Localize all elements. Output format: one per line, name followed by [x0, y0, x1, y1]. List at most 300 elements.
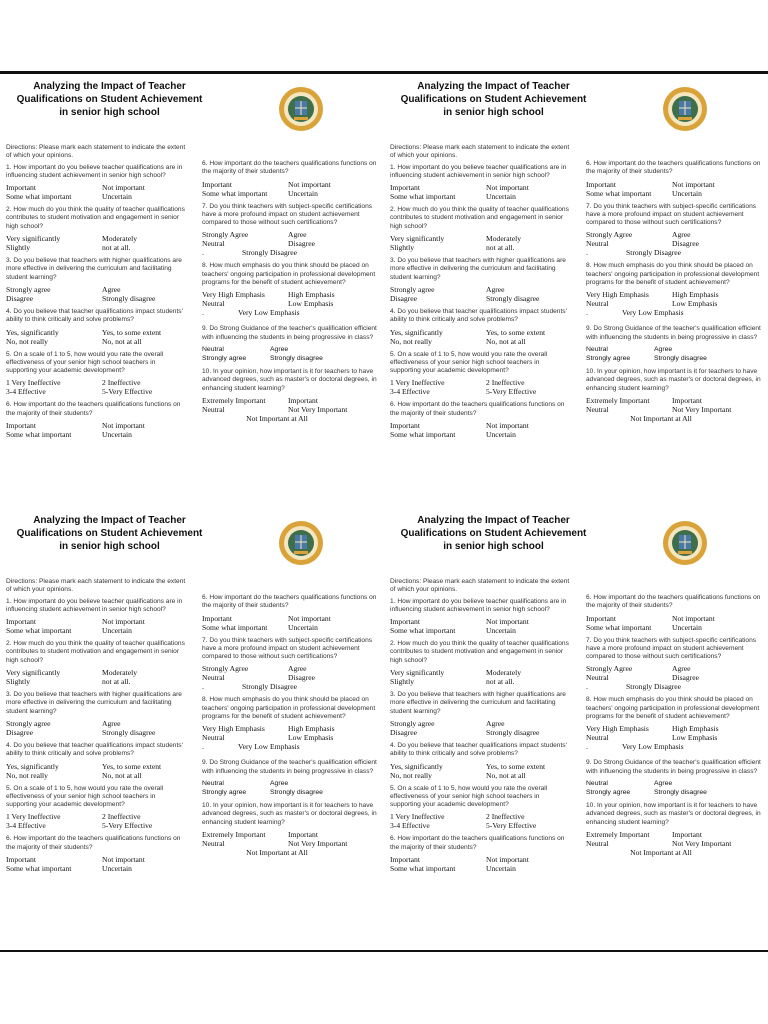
option[interactable]: Very significantly — [390, 234, 445, 244]
question-6: 6. How important do the teachers qualifications functions on the majority of their students? — [586, 160, 761, 176]
option[interactable]: Important — [6, 421, 36, 431]
question-2: 2. How much do you think the quality of teacher qualifications contributes to student motivation and engagement in senior high school? — [6, 640, 185, 664]
question-9-options — [586, 345, 762, 363]
option[interactable]: not at all. — [486, 243, 515, 253]
question-4: 4. Do you believe that teacher qualifications impact students' ability to think critically and solve problems? — [6, 307, 183, 324]
option[interactable]: Very significantly — [6, 234, 61, 244]
option[interactable]: Yes, to some extent — [486, 327, 546, 337]
option[interactable]: Neutral — [586, 239, 609, 249]
option[interactable]: Agree — [270, 779, 289, 787]
option[interactable]: Uncertain — [102, 626, 132, 636]
option[interactable]: High Emphasis — [288, 290, 335, 300]
option[interactable]: 2 Ineffective — [486, 378, 525, 388]
option-marker: . — [202, 308, 204, 318]
right-column — [202, 160, 378, 428]
option[interactable]: Strongly agree — [202, 354, 247, 362]
option-marker: . — [586, 308, 588, 318]
option[interactable]: Low Emphasis — [672, 299, 718, 309]
option[interactable]: Some what important — [390, 626, 456, 636]
school-seal-icon — [662, 86, 708, 132]
option[interactable]: Agree — [654, 779, 673, 787]
option[interactable]: Not Very Important — [288, 838, 348, 848]
option[interactable]: Yes, significantly — [390, 761, 443, 771]
option[interactable]: Very High Emphasis — [202, 290, 265, 300]
option[interactable]: Neutral — [586, 673, 609, 683]
option[interactable]: Strongly agree — [202, 788, 247, 796]
question-10-options — [586, 830, 762, 857]
question-2-options — [6, 234, 186, 252]
option[interactable]: not at all. — [486, 677, 515, 687]
option[interactable]: 3-4 Effective — [6, 821, 46, 831]
question-6-repeat-options — [390, 855, 570, 873]
option[interactable]: Strongly Disagree — [242, 682, 298, 692]
option[interactable]: Important — [6, 183, 36, 193]
option[interactable]: Disagree — [672, 239, 699, 249]
school-seal-icon — [662, 520, 708, 566]
option[interactable]: Strongly agree — [390, 718, 435, 728]
option[interactable]: Strongly disagree — [102, 293, 156, 303]
option[interactable]: Disagree — [288, 673, 315, 683]
option[interactable]: Some what important — [202, 188, 268, 198]
option[interactable]: Uncertain — [102, 192, 132, 202]
option[interactable]: Neutral — [202, 673, 225, 683]
option[interactable]: Agree — [486, 284, 505, 294]
question-6-repeat-options — [6, 421, 186, 439]
question-9: 9. Do Strong Guidance of the teacher's qualification efficient with influencing the students in being progressive in class? — [202, 325, 377, 341]
option[interactable]: 1 Very Ineffective — [390, 812, 445, 822]
option[interactable]: Low Emphasis — [288, 299, 334, 309]
question-1: 1. How important do you believe teacher qualifications are in influencing student achievement in senior high school? — [6, 597, 183, 613]
option-marker: . — [586, 742, 588, 752]
option[interactable]: Neutral — [586, 733, 609, 743]
question-4: 4. Do you believe that teacher qualifications impact students' ability to think critically and solve problems? — [390, 741, 567, 758]
option[interactable]: Yes, to some extent — [486, 761, 546, 771]
option[interactable]: Some what important — [586, 622, 652, 632]
question-6: 6. How important do the teachers qualifications functions on the majority of their students? — [202, 594, 377, 610]
option[interactable]: Not Very Important — [672, 838, 732, 848]
option[interactable]: Uncertain — [486, 864, 516, 874]
option[interactable]: Neutral — [586, 779, 608, 787]
option[interactable]: Disagree — [672, 673, 699, 683]
option[interactable]: Not Important at All — [246, 413, 308, 423]
option[interactable]: Yes, significantly — [6, 327, 59, 337]
option[interactable]: No, not at all — [486, 770, 526, 780]
option[interactable]: Uncertain — [102, 864, 132, 874]
option[interactable]: Very Low Emphasis — [622, 742, 684, 752]
option[interactable]: Important — [390, 421, 420, 431]
right-column — [586, 160, 762, 428]
question-5: 5. On a scale of 1 to 5, how would you rate the overall effectiveness of your senior high school teachers in supporting your academic development? — [6, 784, 164, 809]
option[interactable]: Uncertain — [102, 430, 132, 440]
option[interactable]: Strongly agree — [586, 354, 631, 362]
question-2-options — [6, 668, 186, 686]
option[interactable]: Neutral — [202, 838, 225, 848]
option[interactable]: Not important — [672, 613, 715, 623]
question-6-repeat: 6. How important do the teachers qualifications functions on the majority of their students? — [390, 401, 565, 417]
option[interactable]: Not important — [486, 421, 529, 431]
question-8-options — [586, 724, 762, 751]
option[interactable]: Disagree — [390, 727, 417, 737]
option[interactable]: Not important — [102, 421, 145, 431]
questionnaire-copy — [0, 74, 384, 508]
option[interactable]: Strongly disagree — [486, 727, 540, 737]
option[interactable]: 3-4 Effective — [390, 821, 430, 831]
question-1-options — [6, 183, 186, 201]
option[interactable]: Slightly — [390, 243, 415, 253]
option[interactable]: Some what important — [6, 430, 72, 440]
option[interactable]: Moderately — [486, 234, 522, 244]
left-column — [6, 144, 186, 444]
option[interactable]: Some what important — [6, 626, 72, 636]
option[interactable]: Low Emphasis — [288, 733, 334, 743]
option[interactable]: Not important — [102, 617, 145, 627]
form-title: Analyzing the Impact of Teacher Qualifications on Student Achievement in senior high school — [400, 81, 587, 118]
option[interactable]: Strongly Disagree — [242, 248, 298, 258]
question-5-options — [390, 378, 570, 396]
option[interactable]: Strongly Disagree — [626, 248, 682, 258]
question-4-options — [6, 762, 186, 780]
option[interactable]: Important — [390, 617, 420, 627]
option[interactable]: Important — [586, 613, 616, 623]
option[interactable]: Neutral — [586, 299, 609, 309]
option[interactable]: 5-Very Effective — [102, 387, 153, 397]
option[interactable]: Neutral — [586, 404, 609, 414]
option[interactable]: Strongly Agree — [202, 230, 249, 240]
question-8: 8. How much emphasis do you think should be placed on teachers' ongoing participation in professional development programs for the benefit of student achievement? — [202, 696, 376, 721]
option[interactable]: Yes, significantly — [390, 327, 443, 337]
question-3-options — [6, 285, 186, 303]
option[interactable]: Agree — [654, 345, 673, 353]
question-3: 3. Do you believe that teachers with higher qualifications are more effective in delivering the curriculum and facilitating student learning? — [6, 691, 182, 715]
question-6-options — [586, 614, 762, 632]
option[interactable]: Strongly disagree — [270, 354, 323, 362]
option[interactable]: Very High Emphasis — [202, 724, 265, 734]
question-2-options — [390, 234, 570, 252]
option[interactable]: Strongly Agree — [202, 664, 249, 674]
option[interactable]: No, not really — [6, 770, 48, 780]
option[interactable]: Not important — [288, 179, 331, 189]
question-6-options — [202, 614, 378, 632]
question-10: 10. In your opinion, how important is it for teachers to have advanced degrees, such as master's or doctoral degrees, in enhancing student learning? — [586, 367, 761, 392]
option[interactable]: 5-Very Effective — [102, 821, 153, 831]
option[interactable]: Agree — [288, 664, 307, 674]
left-column — [6, 578, 186, 878]
form-title: Analyzing the Impact of Teacher Qualifications on Student Achievement in senior high school — [16, 81, 203, 118]
question-9: 9. Do Strong Guidance of the teacher's qualification efficient with influencing the students in being progressive in class? — [586, 759, 761, 775]
option[interactable]: Slightly — [390, 677, 415, 687]
option[interactable]: Agree — [288, 230, 307, 240]
question-7: 7. Do you think teachers with subject-specific certifications have a more profound impact on student achievement compared to those without such certifications? — [202, 636, 373, 661]
option[interactable]: 3-4 Effective — [390, 387, 430, 397]
option[interactable]: Some what important — [6, 864, 72, 874]
option[interactable]: Very Low Emphasis — [622, 308, 684, 318]
option[interactable]: Very Low Emphasis — [238, 308, 300, 318]
question-10-options — [202, 830, 378, 857]
option[interactable]: Important — [390, 855, 420, 865]
option[interactable]: Not Important at All — [630, 847, 692, 857]
question-4: 4. Do you believe that teacher qualifications impact students' ability to think critically and solve problems? — [390, 307, 567, 324]
questionnaire-copy — [384, 508, 768, 942]
directions-text: Directions: Please mark each statement to indicate the extent of which your opinions. — [390, 578, 570, 594]
option[interactable]: Disagree — [6, 727, 33, 737]
question-10: 10. In your opinion, how important is it for teachers to have advanced degrees, such as master's or doctoral degrees, in enhancing student learning? — [586, 801, 761, 826]
option[interactable]: Strongly Agree — [586, 664, 633, 674]
form-title: Analyzing the Impact of Teacher Qualifications on Student Achievement in senior high school — [400, 515, 587, 552]
right-column — [586, 594, 762, 862]
question-6-options — [202, 180, 378, 198]
option[interactable]: Neutral — [586, 838, 609, 848]
option-marker: . — [202, 742, 204, 752]
option[interactable]: 5-Very Effective — [486, 387, 537, 397]
question-9-options — [202, 779, 378, 797]
option[interactable]: Agree — [102, 284, 121, 294]
option[interactable]: Important — [288, 829, 318, 839]
option[interactable]: not at all. — [102, 243, 131, 253]
question-2: 2. How much do you think the quality of teacher qualifications contributes to student motivation and engagement in senior high school? — [6, 206, 185, 230]
question-5: 5. On a scale of 1 to 5, how would you rate the overall effectiveness of your senior high school teachers in supporting your academic development? — [390, 350, 548, 375]
option[interactable]: Very significantly — [6, 668, 61, 678]
option[interactable]: Uncertain — [672, 188, 702, 198]
question-4-options — [390, 762, 570, 780]
left-column — [390, 578, 570, 878]
option[interactable]: 5-Very Effective — [486, 821, 537, 831]
question-9-options — [586, 779, 762, 797]
option[interactable]: Important — [6, 855, 36, 865]
option[interactable]: Strongly disagree — [654, 788, 707, 796]
option[interactable]: 2 Ineffective — [102, 378, 141, 388]
question-8: 8. How much emphasis do you think should be placed on teachers' ongoing participation in professional development programs for the benefit of student achievement? — [586, 262, 760, 287]
option[interactable]: Extremely Important — [586, 395, 650, 405]
option[interactable]: Slightly — [6, 243, 31, 253]
option[interactable]: 1 Very Ineffective — [390, 378, 445, 388]
option[interactable]: Strongly agree — [6, 718, 51, 728]
directions-text: Directions: Please mark each statement to indicate the extent of which your opinions. — [390, 144, 570, 160]
option[interactable]: Disagree — [6, 293, 33, 303]
option[interactable]: Important — [390, 183, 420, 193]
option[interactable]: Extremely Important — [202, 395, 266, 405]
question-3: 3. Do you believe that teachers with higher qualifications are more effective in delivering the curriculum and facilitating student learning? — [6, 257, 182, 281]
option[interactable]: Yes, to some extent — [102, 327, 162, 337]
option[interactable]: No, not at all — [102, 770, 142, 780]
questionnaire-copy — [0, 508, 384, 942]
option[interactable]: Some what important — [586, 188, 652, 198]
option[interactable]: Not important — [486, 617, 529, 627]
option[interactable]: No, not really — [390, 336, 432, 346]
option[interactable]: Yes, to some extent — [102, 761, 162, 771]
question-9: 9. Do Strong Guidance of the teacher's qualification efficient with influencing the students in being progressive in class? — [586, 325, 761, 341]
question-1-options — [6, 617, 186, 635]
option[interactable]: Important — [202, 613, 232, 623]
directions-text: Directions: Please mark each statement to indicate the extent of which your opinions. — [6, 578, 186, 594]
option[interactable]: Not important — [486, 183, 529, 193]
question-5-options — [6, 378, 186, 396]
question-4: 4. Do you believe that teacher qualifications impact students' ability to think critically and solve problems? — [6, 741, 183, 758]
school-seal-icon — [278, 520, 324, 566]
option[interactable]: Not important — [672, 179, 715, 189]
question-4-options — [6, 328, 186, 346]
option[interactable]: Neutral — [202, 345, 224, 353]
option[interactable]: Very High Emphasis — [586, 724, 649, 734]
question-8: 8. How much emphasis do you think should be placed on teachers' ongoing participation in professional development programs for the benefit of student achievement? — [586, 696, 760, 721]
option[interactable]: 3-4 Effective — [6, 387, 46, 397]
question-6-repeat: 6. How important do the teachers qualifications functions on the majority of their students? — [6, 835, 181, 851]
option[interactable]: Important — [672, 829, 702, 839]
question-5: 5. On a scale of 1 to 5, how would you rate the overall effectiveness of your senior high school teachers in supporting your academic development? — [390, 784, 548, 809]
option[interactable]: High Emphasis — [672, 724, 719, 734]
option[interactable]: Neutral — [202, 779, 224, 787]
option[interactable]: Uncertain — [288, 188, 318, 198]
option[interactable]: 2 Ineffective — [486, 812, 525, 822]
option[interactable]: No, not at all — [486, 336, 526, 346]
question-6-repeat: 6. How important do the teachers qualifications functions on the majority of their students? — [6, 401, 181, 417]
option[interactable]: Uncertain — [288, 622, 318, 632]
option[interactable]: Important — [288, 395, 318, 405]
option[interactable]: No, not really — [6, 336, 48, 346]
school-seal-icon — [278, 86, 324, 132]
option[interactable]: Very Low Emphasis — [238, 742, 300, 752]
question-1: 1. How important do you believe teacher qualifications are in influencing student achievement in senior high school? — [6, 163, 183, 179]
option[interactable]: Some what important — [390, 864, 456, 874]
question-7-options — [586, 664, 762, 691]
option[interactable]: Uncertain — [672, 622, 702, 632]
option[interactable]: Extremely Important — [586, 829, 650, 839]
question-3-options — [390, 719, 570, 737]
option[interactable]: Not important — [486, 855, 529, 865]
option[interactable]: Very significantly — [390, 668, 445, 678]
option[interactable]: Neutral — [202, 239, 225, 249]
option[interactable]: Agree — [102, 718, 121, 728]
question-1-options — [390, 183, 570, 201]
option[interactable]: Strongly agree — [586, 788, 631, 796]
option[interactable]: Important — [586, 179, 616, 189]
question-6-repeat-options — [6, 855, 186, 873]
question-5: 5. On a scale of 1 to 5, how would you rate the overall effectiveness of your senior high school teachers in supporting your academic development? — [6, 350, 164, 375]
question-7-options — [202, 664, 378, 691]
question-8: 8. How much emphasis do you think should be placed on teachers' ongoing participation in professional development programs for the benefit of student achievement? — [202, 262, 376, 287]
left-column — [390, 144, 570, 444]
option[interactable]: 1 Very Ineffective — [6, 812, 61, 822]
question-7-options — [202, 230, 378, 257]
option[interactable]: Strongly agree — [6, 284, 51, 294]
option[interactable]: Neutral — [202, 404, 225, 414]
question-5-options — [390, 812, 570, 830]
option[interactable]: Neutral — [202, 299, 225, 309]
option[interactable]: No, not at all — [102, 336, 142, 346]
option[interactable]: No, not really — [390, 770, 432, 780]
option[interactable]: Important — [202, 179, 232, 189]
option-marker: . — [586, 682, 588, 692]
option[interactable]: Important — [6, 617, 36, 627]
option[interactable]: Strongly disagree — [486, 293, 540, 303]
option[interactable]: Disagree — [390, 293, 417, 303]
question-4-options — [390, 328, 570, 346]
option[interactable]: 2 Ineffective — [102, 812, 141, 822]
option[interactable]: Uncertain — [486, 626, 516, 636]
option[interactable]: Some what important — [202, 622, 268, 632]
question-7: 7. Do you think teachers with subject-specific certifications have a more profound impact on student achievement compared to those without such certifications? — [202, 202, 373, 227]
option[interactable]: Agree — [486, 718, 505, 728]
question-6-repeat-options — [390, 421, 570, 439]
option[interactable]: Moderately — [486, 668, 522, 678]
option[interactable]: not at all. — [102, 677, 131, 687]
option[interactable]: Not Important at All — [630, 413, 692, 423]
option[interactable]: Yes, significantly — [6, 761, 59, 771]
option[interactable]: 1 Very Ineffective — [6, 378, 61, 388]
option[interactable]: Low Emphasis — [672, 733, 718, 743]
question-3: 3. Do you believe that teachers with higher qualifications are more effective in delivering the curriculum and facilitating student learning? — [390, 691, 566, 715]
question-8-options — [202, 290, 378, 317]
option[interactable]: Not important — [102, 855, 145, 865]
option[interactable]: Not Very Important — [672, 404, 732, 414]
question-6-repeat: 6. How important do the teachers qualifications functions on the majority of their students? — [390, 835, 565, 851]
option[interactable]: Strongly Agree — [586, 230, 633, 240]
option[interactable]: Strongly disagree — [270, 788, 323, 796]
question-9: 9. Do Strong Guidance of the teacher's qualification efficient with influencing the students in being progressive in class? — [202, 759, 377, 775]
option[interactable]: Strongly disagree — [102, 727, 156, 737]
option-marker: . — [202, 248, 204, 258]
option[interactable]: Some what important — [390, 430, 456, 440]
option[interactable]: Uncertain — [486, 192, 516, 202]
question-3-options — [6, 719, 186, 737]
question-2: 2. How much do you think the quality of teacher qualifications contributes to student motivation and engagement in senior high school? — [390, 206, 569, 230]
question-3-options — [390, 285, 570, 303]
option-marker: . — [202, 682, 204, 692]
option[interactable]: Neutral — [586, 345, 608, 353]
option[interactable]: High Emphasis — [288, 724, 335, 734]
option[interactable]: Agree — [672, 230, 691, 240]
option[interactable]: Strongly disagree — [654, 354, 707, 362]
option[interactable]: Strongly Disagree — [626, 682, 682, 692]
question-10-options — [202, 396, 378, 423]
question-10: 10. In your opinion, how important is it for teachers to have advanced degrees, such as master's or doctoral degrees, in enhancing student learning? — [202, 367, 377, 392]
option[interactable]: Not important — [102, 183, 145, 193]
form-title: Analyzing the Impact of Teacher Qualifications on Student Achievement in senior high school — [16, 515, 203, 552]
question-6: 6. How important do the teachers qualifications functions on the majority of their students? — [586, 594, 761, 610]
question-2: 2. How much do you think the quality of teacher qualifications contributes to student motivation and engagement in senior high school? — [390, 640, 569, 664]
question-1-options — [390, 617, 570, 635]
question-10-options — [586, 396, 762, 423]
questionnaire-copy — [384, 74, 768, 508]
option[interactable]: Agree — [270, 345, 289, 353]
option[interactable]: Not Very Important — [288, 404, 348, 414]
option[interactable]: Some what important — [390, 192, 456, 202]
option[interactable]: Extremely Important — [202, 829, 266, 839]
question-2-options — [390, 668, 570, 686]
option[interactable]: Moderately — [102, 668, 138, 678]
question-3: 3. Do you believe that teachers with higher qualifications are more effective in delivering the curriculum and facilitating student learning? — [390, 257, 566, 281]
option[interactable]: Uncertain — [486, 430, 516, 440]
option[interactable]: Not Important at All — [246, 847, 308, 857]
option[interactable]: Very High Emphasis — [586, 290, 649, 300]
option[interactable]: Moderately — [102, 234, 138, 244]
question-7: 7. Do you think teachers with subject-specific certifications have a more profound impact on student achievement compared to those without such certifications? — [586, 636, 757, 661]
option-marker: . — [586, 248, 588, 258]
option[interactable]: Strongly agree — [390, 284, 435, 294]
question-8-options — [586, 290, 762, 317]
option[interactable]: Disagree — [288, 239, 315, 249]
question-5-options — [6, 812, 186, 830]
option[interactable]: Important — [672, 395, 702, 405]
option[interactable]: Slightly — [6, 677, 31, 687]
question-7: 7. Do you think teachers with subject-specific certifications have a more profound impact on student achievement compared to those without such certifications? — [586, 202, 757, 227]
question-6-options — [586, 180, 762, 198]
question-1: 1. How important do you believe teacher qualifications are in influencing student achievement in senior high school? — [390, 597, 567, 613]
option[interactable]: Neutral — [202, 733, 225, 743]
option[interactable]: Not important — [288, 613, 331, 623]
option[interactable]: High Emphasis — [672, 290, 719, 300]
option[interactable]: Some what important — [6, 192, 72, 202]
option[interactable]: Agree — [672, 664, 691, 674]
